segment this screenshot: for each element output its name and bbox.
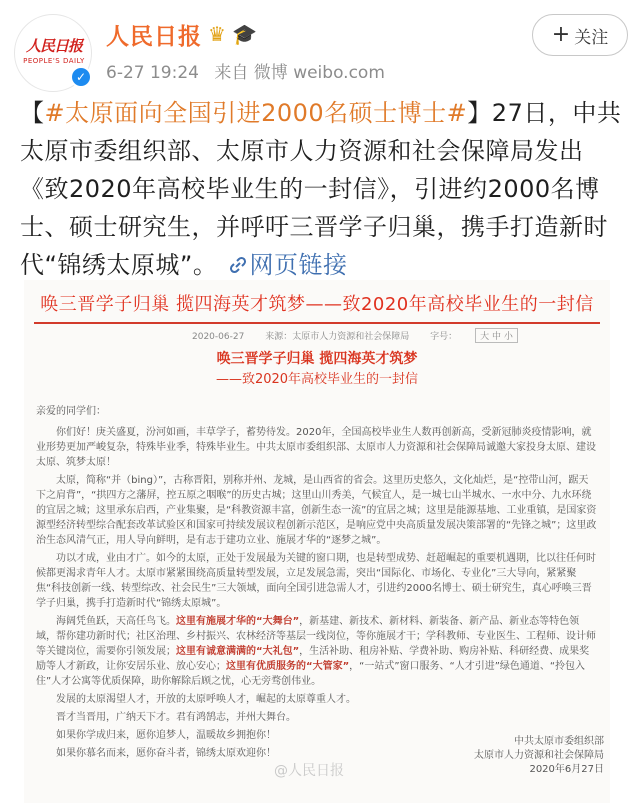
letter-body xyxy=(36,404,598,764)
letter-date: 2020-06-27 xyxy=(192,332,245,342)
letter-image[interactable] xyxy=(24,280,610,803)
letter-paragraph: 如果你慕名而来，愿你奋斗者，锦绣太原欢迎你！ xyxy=(56,748,276,759)
account-name[interactable]: 人民日报 xyxy=(106,23,202,50)
account-name-row xyxy=(106,16,257,52)
weibo-watermark: @人民日报 xyxy=(274,763,344,779)
link-icon xyxy=(228,255,248,275)
letter-meta xyxy=(192,328,536,343)
post-meta xyxy=(106,58,385,83)
hashtag-link[interactable]: #太原面向全国引进2000名硕士博士# xyxy=(44,99,468,127)
letter-paragraph: 你们好！庚关盛夏，汾河如画，丰草学子，蓄势待发。2020年，全国高校毕业生人数再创新高，受新冠肺炎疫情影响，就业形势更加严峻复杂，特殊毕业季，特殊毕业生。中共太原市委组织部、太原市人力资源和社会保障局诚邀大家投身太原、建设太原、筑梦太原！ xyxy=(36,427,596,468)
avatar-logo-text: 人民日报 xyxy=(25,37,82,55)
letter-paragraph: 功以才成，业由才广。如今的太原，正处于发展最为关键的窗口期，也是转型成势、赶超崛起的重要机遇期，比以往任何时候都更渴求青年人才。太原市紧紧围绕高质量转型发展，立足发展急需，突出“国际化、市场化、专业化”三大导向，紧紧聚焦“科技创新一线、转型综改、社会民生”三大领域，面向全国引进急需人才，引进约2000名博士、硕士研究生，真心呼唤三晋学子归巢，携手打造新时代“锦绣太原城”。 xyxy=(36,553,596,609)
letter-text: ，生活补助、租房补贴、学费补助、购房补贴、科研经费、成果奖励等人才新政，让你安居乐业、放心安心； xyxy=(36,646,590,672)
post-source: 来自 微博 weibo.com xyxy=(214,63,385,83)
letter-heading: 唤三晋学子归巢 揽四海英才筑梦 xyxy=(216,351,418,367)
post-text xyxy=(20,94,624,284)
letter-signature-1: 中共太原市委组织部 xyxy=(514,736,604,747)
letter-text: 海阔凭鱼跃，天高任鸟飞。 xyxy=(56,616,176,627)
letter-divider xyxy=(34,322,600,324)
letter-highlight: 这里有施展才华的“大舞台” xyxy=(176,616,300,627)
letter-font-size-label: 字号： xyxy=(430,332,458,342)
plus-icon: + xyxy=(551,22,571,47)
letter-signature-2: 太原市人力资源和社会保障局 xyxy=(474,750,604,761)
letter-paragraph xyxy=(36,614,598,689)
letter-paragraph: 发展的太原渴望人才，开放的太原呼唤人才，崛起的太原尊重人才。 xyxy=(56,694,356,705)
post-body: 27日，中共太原市委组织部、太原市人力资源和社会保障局发出《致2020年高校毕业生的一封信》，引进约2000名博士、硕士研究生，并呼吁三晋学子归巢，携手打造新时代“锦绣太原城”。 xyxy=(20,99,622,279)
letter-banner-title: 唤三晋学子归巢 揽四海英才筑梦——致2020年高校毕业生的一封信 xyxy=(40,294,594,315)
bracket-open: 【 xyxy=(20,99,45,127)
letter-paragraph: 太原，简称“并（bing）”，古称晋阳，别称并州、龙城，是山西省的省会。这里历史悠久，文化灿烂，是“控带山河，踞天下之肩背”，“拱四方之藩屏，控五原之咽喉”的历史古城；这里山川秀美，气候宜人，是一城七山半城水、一水中分、九水环绕的宜居之城；这里承东启西，产业集聚，是“科教资源丰富，创新生态一流”的宜居之城；这里是能源基地、工业重镇，是国家资源型经济转型综合配套改革试验区和国家可持续发展议程创新示范区，是响应党中央高质量发展决策部署的“先锋之城”；这里政治生态风清气正，用人导向鲜明，是有志于建功立业、施展才华的“逐梦之城”。 xyxy=(36,475,597,546)
web-link[interactable] xyxy=(226,251,348,279)
follow-button[interactable] xyxy=(532,14,628,56)
crown-icon[interactable]: ♛ xyxy=(208,22,226,46)
avatar-sub-text: PEOPLE'S DAILY xyxy=(23,57,85,65)
web-link-label: 网页链接 xyxy=(249,251,348,279)
letter-highlight: 这里有优质服务的“大管家” xyxy=(226,661,350,672)
letter-salutation: 亲爱的同学们： xyxy=(36,406,106,417)
post-time: 6-27 19:24 xyxy=(106,63,199,83)
verified-check-icon: ✓ xyxy=(70,66,92,88)
letter-subheading: ——致2020年高校毕业生的一封信 xyxy=(215,372,419,387)
letter-text: ，新基建、新技术、新材料、新装备、新产品、新业态等特色领域，帮你建功新时代；社区治理、乡村振兴、农林经济等基层一线岗位，等你施展才干；学科教师、专业医生、工程师、设计师等关键岗位，需要你引领发展； xyxy=(36,616,596,657)
bracket-close: 】 xyxy=(467,99,492,127)
letter-text: ，“一站式”窗口服务、“人才引进”绿色通道、“拎包入住”人才公寓等优质保障，助你解除后顾之忧，心无旁骛创伟业。 xyxy=(36,661,586,687)
graduation-cap-icon[interactable]: 🎓 xyxy=(231,22,257,46)
follow-label: 关注 xyxy=(574,27,609,48)
letter-font-size-options: 大 中 小 xyxy=(475,328,518,343)
letter-highlight: 这里有诚意满满的“大礼包” xyxy=(176,646,300,657)
letter-paragraph: 晋才当晋用，广纳天下才。君有鸿鹄志，并州大舞台。 xyxy=(56,712,296,723)
letter-signature-date: 2020年6月27日 xyxy=(529,764,604,775)
post-header xyxy=(0,0,640,86)
letter-source: 来源：太原市人力资源和社会保障局 xyxy=(265,332,410,342)
letter-paragraph: 如果你学成归来，愿你追梦人，温暖故乡拥抱你！ xyxy=(56,730,276,741)
